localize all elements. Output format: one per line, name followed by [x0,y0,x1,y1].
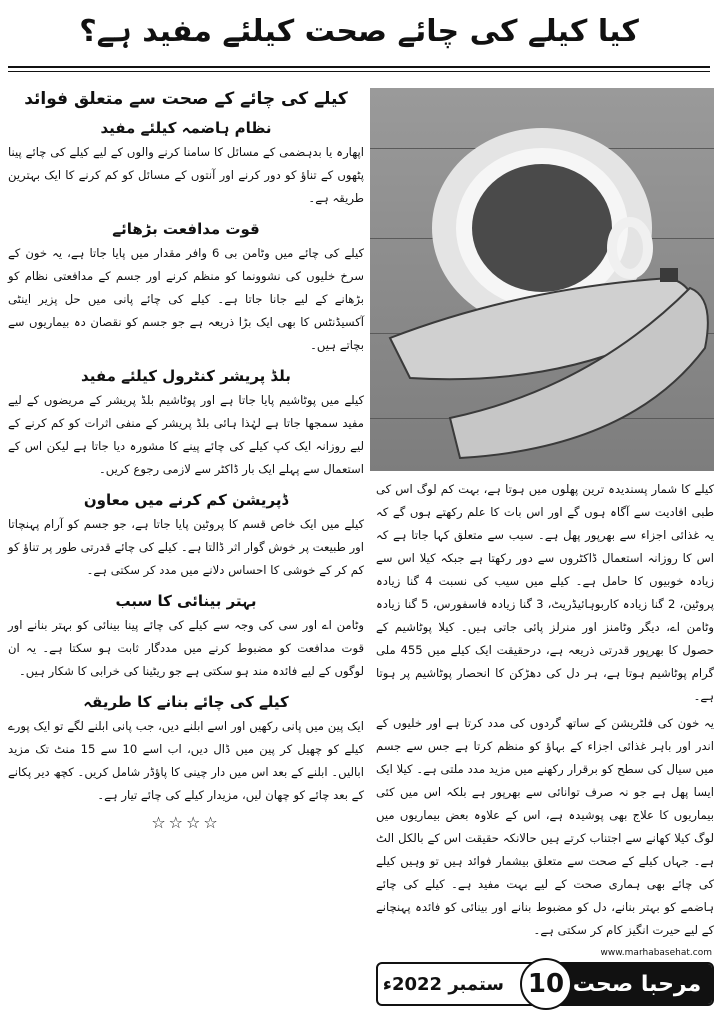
footer-bar [376,962,714,1006]
left-column [8,84,364,1014]
magazine-logo: مرحبا صحت [562,964,712,1004]
section-body-immunity: کیلے کی چائے میں وٹامن بی 6 وافر مقدار میں پایا جاتا ہے، یہ خون کے سرخ خلیوں کی نشوونما کو منظم کرنے اور جسم کے مدافعتی نظام کو بڑھانے کے لیے جانا جاتا ہے۔ کیلے کی چائے پانی میں حل پزیر اینٹی آکسیڈنٹس کا بھی ایک بڑا ذریعہ ہے جو جسم کو نقصان دہ بیماریوں سے بچاتے ہیں۔ [8,246,365,352]
section-title-recipe: کیلے کی چائے بنانے کا طریقہ [83,693,289,711]
section-title-blood-pressure: بلڈ پریشر کنٹرول کیلئے مفید [81,367,291,385]
issue-date: ستمبر 2022ء [382,973,504,995]
tea-cup-banana-icon [370,88,714,471]
title-divider [8,66,710,68]
benefits-heading: کیلے کی چائے کے صحت سے متعلق فوائد [24,89,348,109]
section-body-eyesight: وٹامن اے اور سی کی وجہ سے کیلے کی چائے پینا بینائی کو بہتر بنانے اور قوت مدافعت کو مضبوط کرنے میں مددگار ثابت ہو سکتا ہے۔ یہ ان لوگوں کے لیے فائدہ مند ہو سکتی ہے جو ریٹینا کی خرابی کا شکار ہیں۔ [8,618,364,678]
section-title-digestion: نظام ہاضمہ کیلئے مفید [100,119,272,137]
magazine-footer [376,948,714,1014]
section-body-depression: کیلے میں ایک خاص قسم کا پروٹین پایا جاتا ہے، جو جسم کو آرام پہنچاتا اور طبیعت پر خوش گوار اثر ڈالتا ہے۔ کیلے کی چائے قدرتی طور پر تناؤ کو کم کر کے خوشی کا احساس دلانے میں مدد کر سکتی ہے۔ [8,517,364,577]
right-column [376,478,714,944]
section-title-eyesight: بہتر بینائی کا سبب [115,592,257,610]
title-divider-thin [8,71,710,72]
page-title: کیا کیلے کی چائے صحت کیلئے مفید ہے؟ [79,13,639,49]
section-body-recipe: ایک پین میں پانی رکھیں اور اسے ابلنے دیں، جب پانی ابلنے لگے تو ایک پورے کیلے کو چھیل کر پین میں ڈال دیں، اب اسے 10 سے 15 منٹ تک مزید ابالیں۔ ابلنے کے بعد اس میں دار چینی کا پاؤڈر شامل کریں۔ کچھ دیر پکانے کے بعد چائے کو چھان لیں، مزیدار کیلے کی چائے تیار ہے۔ [8,719,364,802]
website-url: www.marhabasehat.com [600,948,712,958]
section-title-depression: ڈپریشن کم کرنے میں معاون [83,491,289,509]
section-body-digestion: اپھارہ یا بدہضمی کے مسائل کا سامنا کرنے والوں کے لیے کیلے کی چائے پینا پٹھوں کے تناؤ کو دور کرنے اور آنتوں کے مسائل کو کم کرنے کا ایک بہترین طریقہ ہے۔ [8,145,364,205]
section-title-immunity: قوت مدافعت بڑھائے [112,220,260,238]
end-stars: ☆☆☆☆ [151,813,221,832]
banana-tea-photo [370,88,714,471]
section-body-blood-pressure: کیلے میں پوٹاشیم پایا جاتا ہے اور پوٹاشیم بلڈ پریشر کے مریضوں کے لیے مفید سمجھا جاتا ہے لہٰذا ہائی بلڈ پریشر کے منفی اثرات کو کم کرنے کے لیے روزانہ ایک کپ کیلے کی چائے پینے کا مشورہ دیا جاتا ہے لیکن اس کے استعمال سے پہلے ایک بار ڈاکٹر سے لازمی رجوع کریں۔ [8,393,364,476]
intro-paragraph-1: کیلے کا شمار پسندیدہ ترین پھلوں میں ہوتا ہے، بہت کم لوگ اس کی طبی افادیت سے آگاہ ہوں گے اور اس بات کا علم رکھتے ہوں گے کہ یہ غذائی اجزاء سے بھرپور پھل ہے۔ سیب سے متعلق کہا جاتا ہے کہ اس کا روزانہ استعمال ڈاکٹروں سے دور رکھتا ہے جبکہ کیلا اس سے زیادہ خوبیوں کا حامل ہے۔ کیلے میں سیب کی نسبت 4 گنا زیادہ پروٹین، 2 گنا زیادہ کاربوہائیڈریٹ، 3 گنا زیادہ فاسفورس، 5 گنا زیادہ وٹامن اے، دیگر وٹامنز اور منرلز پائی جاتی ہیں۔ کیلا پوٹاشیم کے حصول کا بھرپور قدرتی ذریعہ ہے، درحقیقت ایک کیلے میں 455 ملی گرام پوٹاشیم ہوتا ہے، ہر دل کی دھڑکن کا انحصار پوٹاشیم پر ہوتا ہے۔ [376,482,714,703]
intro-paragraph-2: یہ خون کی فلٹریشن کے ساتھ گردوں کی مدد کرتا ہے اور خلیوں کے اندر اور باہر غذائی اجزاء کے بہاؤ کو منظم کرتا ہے جس سے جسم میں سیال کی سطح کو برقرار رکھنے میں مزید مدد ملتی ہے۔ کیلا ایک ایسا پھل ہے جو نہ صرف توانائی سے بھرپور ہے بلکہ اس میں کئی بیماریوں کا علاج بھی پوشیدہ ہے، اس کے علاوہ بعض بیماریوں میں لوگ کیلا کھانے سے اجتناب کرتے ہیں حالانکہ حقیقت اس کے بالکل الٹ ہے۔ جہاں کیلے کے صحت سے متعلق بیشمار فوائد ہیں تو وہیں کیلے کی چائے بھی ہماری صحت کے لیے بہت مفید ہے۔ کیلے کی چائے ہاضمے کو بہتر بنانے، دل کو مضبوط بنانے اور بینائی کو فائدہ پہنچانے کے لیے حیرت انگیز کام کر سکتی ہے۔ [376,716,714,937]
issue-number: 10 [520,958,572,1010]
